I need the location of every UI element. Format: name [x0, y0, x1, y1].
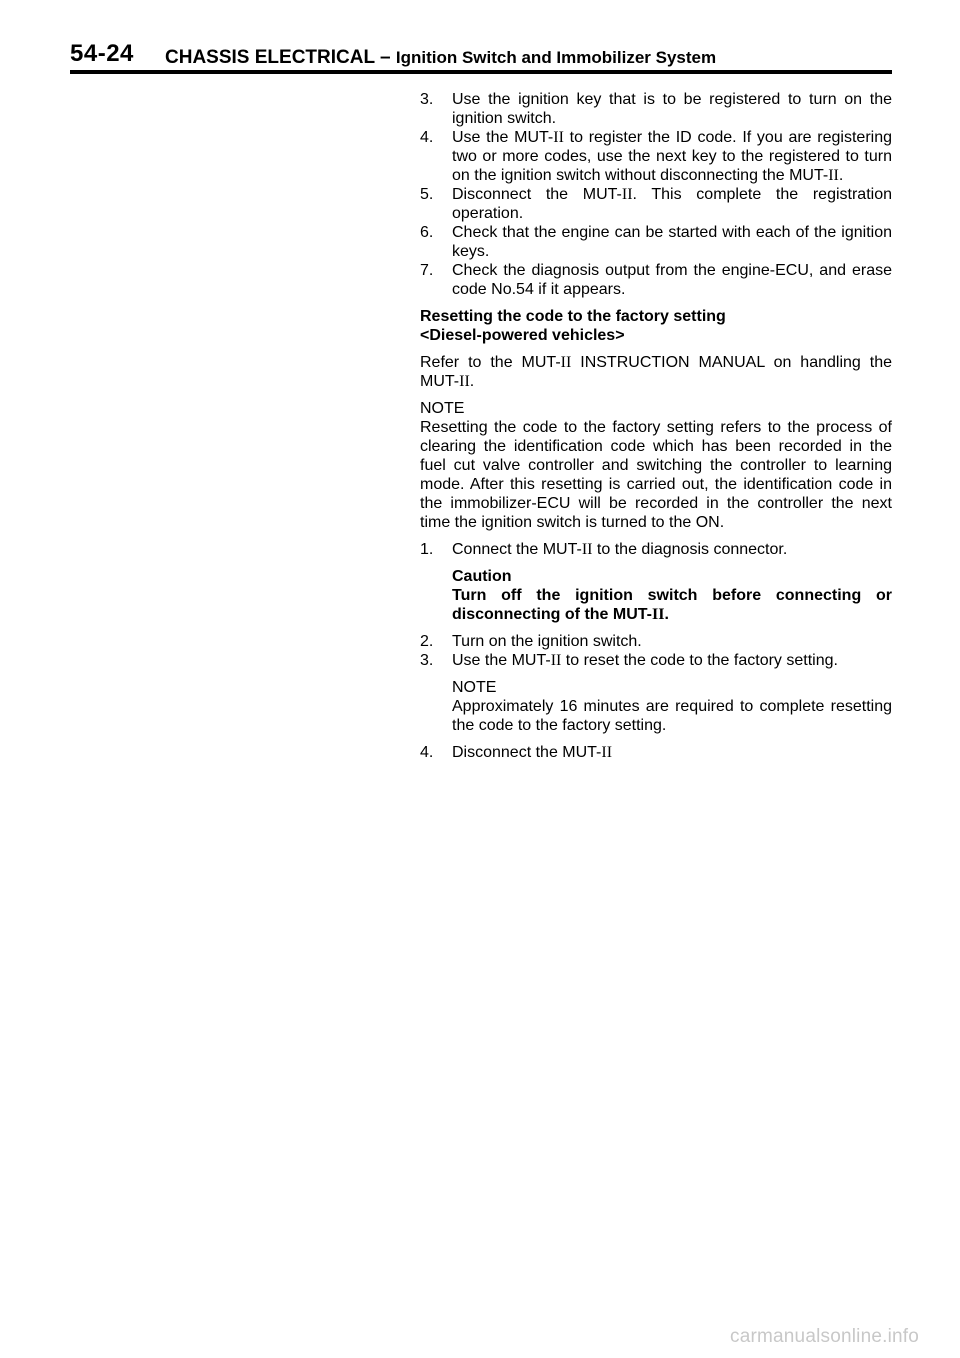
note-label: NOTE: [452, 679, 497, 696]
step-item: [420, 128, 892, 185]
step-item: [420, 632, 892, 651]
caution-label: Caution: [452, 568, 512, 585]
step-number: 3.: [420, 652, 434, 669]
step-number: 1.: [420, 541, 434, 558]
step-text: Use the ignition key that is to be registered to turn on the ignition switch.: [452, 91, 892, 127]
step-number: 4.: [420, 744, 434, 761]
note-text: Resetting the code to the factory setting refers to the process of clearing the identification code which has been recorded in the fuel cut valve controller and switching the controller to learning mode. After this resetting is carried out, the identification code in the immobilizer-ECU will be recorded in the controller the next time the ignition switch is turned to the ON.: [420, 419, 892, 531]
step-text: Disconnect the MUT-II: [452, 744, 613, 761]
step-text: Connect the MUT-II to the diagnosis connector.: [452, 541, 788, 558]
refer-paragraph: Refer to the MUT-II INSTRUCTION MANUAL on handling the MUT-II.: [420, 354, 892, 390]
section-title: CHASSIS ELECTRICAL: [165, 47, 375, 68]
step-number: 4.: [420, 129, 434, 146]
step-number: 7.: [420, 262, 434, 279]
step-text: Check that the engine can be started with each of the ignition keys.: [452, 224, 892, 260]
step-text: Check the diagnosis output from the engine-ECU, and erase code No.54 if it appears.: [452, 262, 892, 298]
step-number: 2.: [420, 633, 434, 650]
page-title: [165, 47, 716, 69]
step-item: [420, 223, 892, 261]
step-number: 5.: [420, 186, 434, 203]
subsection-title: Ignition Switch and Immobilizer System: [395, 48, 717, 67]
step-item: [420, 540, 892, 559]
step-number: 6.: [420, 224, 434, 241]
reset-heading-line: Resetting the code to the factory setting: [420, 308, 726, 325]
step-item: [420, 743, 892, 762]
note-text: Approximately 16 minutes are required to complete resetting the code to the factory setting.: [452, 698, 892, 734]
reset-heading-subline: <Diesel-powered vehicles>: [420, 327, 625, 344]
page-content: [420, 90, 892, 762]
title-dash: –: [380, 47, 391, 68]
step-text: Use the MUT-II to reset the code to the factory setting.: [452, 652, 838, 669]
step-number: 3.: [420, 91, 434, 108]
step-item: [420, 90, 892, 128]
note-block: [420, 399, 892, 532]
step-text: Disconnect the MUT-II. This complete the registration operation.: [452, 186, 892, 222]
reset-heading: [420, 307, 892, 345]
step-item: [420, 651, 892, 670]
step-text: Use the MUT-II to register the ID code. If you are registering two or more codes, use the next key to the registered to turn on the ignition switch without disconnecting the MUT-II.: [452, 129, 893, 184]
page-number: 54-24: [70, 40, 134, 67]
step-item: [420, 185, 892, 223]
note-block: [452, 678, 892, 735]
caution-block: [452, 567, 892, 624]
step-item: [420, 261, 892, 299]
note-label: NOTE: [420, 400, 465, 417]
page-header: [70, 38, 892, 74]
watermark: carmanualsonline.info: [730, 1326, 920, 1347]
caution-text: Turn off the ignition switch before connecting or disconnecting of the MUT-II.: [452, 587, 892, 623]
step-text: Turn on the ignition switch.: [452, 633, 642, 650]
